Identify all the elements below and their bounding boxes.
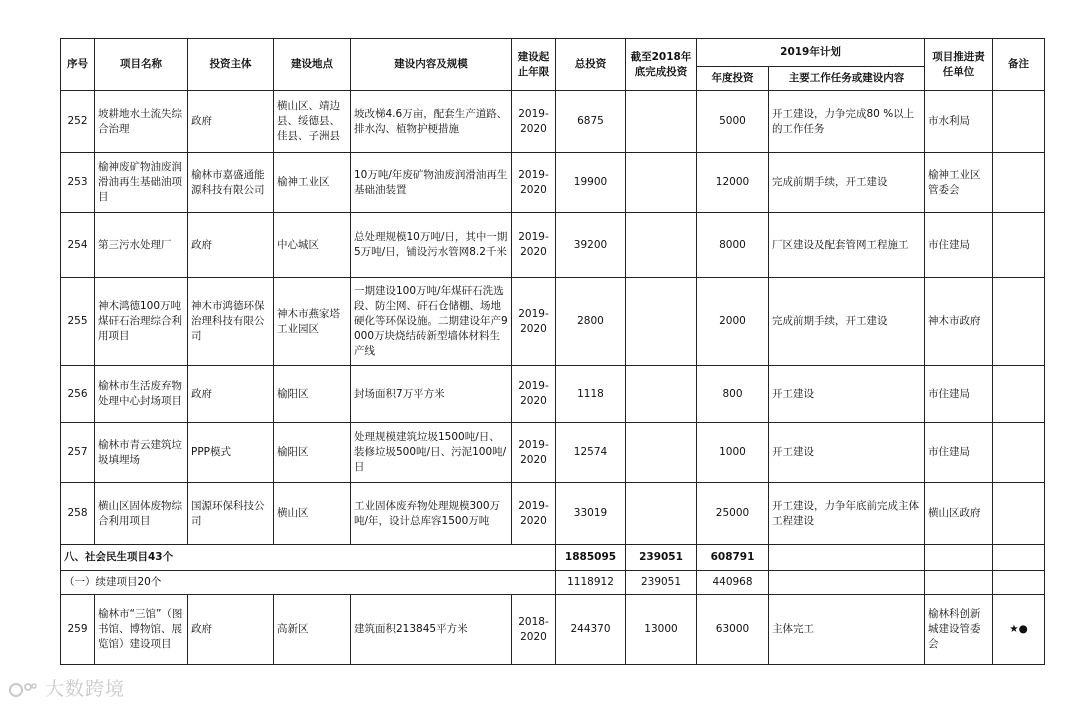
subsection-unit xyxy=(925,571,993,595)
cell-seq: 256 xyxy=(61,366,95,423)
cell-location: 横山区、靖边县、绥德县、佳县、子洲县 xyxy=(274,91,351,153)
header-location: 建设地点 xyxy=(274,39,351,91)
cell-annual: 800 xyxy=(697,366,769,423)
cell-period: 2019-2020 xyxy=(512,366,556,423)
subsection-completed: 239051 xyxy=(626,571,697,595)
header-seq: 序号 xyxy=(61,39,95,91)
cell-tasks: 完成前期手续，开工建设 xyxy=(769,153,925,213)
cell-location: 神木市燕家塔工业园区 xyxy=(274,278,351,366)
cell-note xyxy=(993,483,1045,545)
cell-unit: 榆林科创新城建设管委会 xyxy=(925,595,993,665)
cell-unit: 榆神工业区管委会 xyxy=(925,153,993,213)
cell-content: 一期建设100万吨/年煤矸石洗选段、防尘网、矸石仓储棚、场地硬化等环保设施。二期建设年产9000万块烧结砖新型墙体材料生产线 xyxy=(351,278,512,366)
cell-unit: 横山区政府 xyxy=(925,483,993,545)
watermark-text: 大数跨境 xyxy=(45,678,126,700)
cell-total: 19900 xyxy=(556,153,626,213)
cell-investor: 政府 xyxy=(188,213,274,278)
cell-name: 横山区固体废物综合利用项目 xyxy=(95,483,188,545)
cell-period: 2019-2020 xyxy=(512,483,556,545)
cell-content: 10万吨/年废矿物油废润滑油再生基础油装置 xyxy=(351,153,512,213)
table-row xyxy=(61,278,1045,366)
cell-completed xyxy=(626,366,697,423)
table-row xyxy=(61,483,1045,545)
cell-annual: 25000 xyxy=(697,483,769,545)
cell-investor: 政府 xyxy=(188,595,274,665)
cell-location: 横山区 xyxy=(274,483,351,545)
cell-note: ★● xyxy=(993,595,1045,665)
cell-investor: 神木市鸿德环保治理科技有限公司 xyxy=(188,278,274,366)
cell-tasks: 主体完工 xyxy=(769,595,925,665)
cell-investor: PPP模式 xyxy=(188,423,274,483)
cell-period: 2018-2020 xyxy=(512,595,556,665)
subsection-tasks xyxy=(769,571,925,595)
cell-tasks: 开工建设 xyxy=(769,423,925,483)
header-total: 总投资 xyxy=(556,39,626,91)
cell-seq: 259 xyxy=(61,595,95,665)
cell-completed xyxy=(626,213,697,278)
cell-investor: 政府 xyxy=(188,91,274,153)
cell-period: 2019-2020 xyxy=(512,278,556,366)
cell-note xyxy=(993,153,1045,213)
section-total: 1885095 xyxy=(556,545,626,571)
cell-seq: 252 xyxy=(61,91,95,153)
cell-completed xyxy=(626,153,697,213)
cell-name: 榆神废矿物油废润滑油再生基础油项目 xyxy=(95,153,188,213)
section-title: 八、社会民生项目43个 xyxy=(61,545,556,571)
cell-total: 33019 xyxy=(556,483,626,545)
table-row xyxy=(61,213,1045,278)
project-table xyxy=(60,38,1045,665)
cell-tasks: 开工建设 xyxy=(769,366,925,423)
cell-investor: 榆林市嘉盛通能源科技有限公司 xyxy=(188,153,274,213)
cell-unit: 市住建局 xyxy=(925,423,993,483)
subsection-total: 1118912 xyxy=(556,571,626,595)
subsection-title: （一）续建项目20个 xyxy=(61,571,556,595)
header-row-1 xyxy=(61,39,1045,67)
subsection-note xyxy=(993,571,1045,595)
cell-period: 2019-2020 xyxy=(512,153,556,213)
cell-total: 12574 xyxy=(556,423,626,483)
cell-period: 2019-2020 xyxy=(512,423,556,483)
header-plan-group: 2019年计划 xyxy=(697,39,925,67)
cell-location: 榆阳区 xyxy=(274,423,351,483)
cell-location: 榆神工业区 xyxy=(274,153,351,213)
cell-note xyxy=(993,423,1045,483)
header-annual: 年度投资 xyxy=(697,67,769,91)
cell-total: 2800 xyxy=(556,278,626,366)
cell-seq: 257 xyxy=(61,423,95,483)
header-unit: 项目推进责任单位 xyxy=(925,39,993,91)
cell-unit: 市水利局 xyxy=(925,91,993,153)
header-period: 建设起止年限 xyxy=(512,39,556,91)
header-investor: 投资主体 xyxy=(188,39,274,91)
cell-total: 6875 xyxy=(556,91,626,153)
cell-annual: 12000 xyxy=(697,153,769,213)
cell-seq: 253 xyxy=(61,153,95,213)
cell-investor: 政府 xyxy=(188,366,274,423)
cell-note xyxy=(993,213,1045,278)
cell-name: 榆林市生活废弃物处理中心封场项目 xyxy=(95,366,188,423)
cell-location: 榆阳区 xyxy=(274,366,351,423)
cell-annual: 1000 xyxy=(697,423,769,483)
section-unit xyxy=(925,545,993,571)
table-row xyxy=(61,91,1045,153)
section-note xyxy=(993,545,1045,571)
header-note: 备注 xyxy=(993,39,1045,91)
cell-name: 坡耕地水土流失综合治理 xyxy=(95,91,188,153)
cell-note xyxy=(993,278,1045,366)
table-row xyxy=(61,153,1045,213)
section-tasks xyxy=(769,545,925,571)
cell-completed xyxy=(626,91,697,153)
cell-investor: 国源环保科技公司 xyxy=(188,483,274,545)
cell-completed: 13000 xyxy=(626,595,697,665)
header-tasks: 主要工作任务或建设内容 xyxy=(769,67,925,91)
cell-completed xyxy=(626,483,697,545)
cell-total: 39200 xyxy=(556,213,626,278)
cell-unit: 市住建局 xyxy=(925,366,993,423)
cell-seq: 254 xyxy=(61,213,95,278)
cell-tasks: 厂区建设及配套管网工程施工 xyxy=(769,213,925,278)
cell-name: 神木鸿德100万吨煤矸石治理综合利用项目 xyxy=(95,278,188,366)
cell-total: 244370 xyxy=(556,595,626,665)
cell-annual: 2000 xyxy=(697,278,769,366)
section-completed: 239051 xyxy=(626,545,697,571)
cell-annual: 63000 xyxy=(697,595,769,665)
cell-tasks: 开工建设，力争完成80 %以上的工作任务 xyxy=(769,91,925,153)
cell-annual: 5000 xyxy=(697,91,769,153)
section-row xyxy=(61,545,1045,571)
cell-unit: 神木市政府 xyxy=(925,278,993,366)
cell-name: 榆林市青云建筑垃圾填埋场 xyxy=(95,423,188,483)
cell-note xyxy=(993,91,1045,153)
subsection-row xyxy=(61,571,1045,595)
table-row xyxy=(61,595,1045,665)
cell-name: 第三污水处理厂 xyxy=(95,213,188,278)
cell-period: 2019-2020 xyxy=(512,213,556,278)
table-row xyxy=(61,423,1045,483)
cell-seq: 255 xyxy=(61,278,95,366)
subsection-annual: 440968 xyxy=(697,571,769,595)
cell-annual: 8000 xyxy=(697,213,769,278)
header-content: 建设内容及规模 xyxy=(351,39,512,91)
cell-location: 中心城区 xyxy=(274,213,351,278)
cell-completed xyxy=(626,278,697,366)
cell-content: 建筑面积213845平方米 xyxy=(351,595,512,665)
cell-note xyxy=(993,366,1045,423)
cell-unit: 市住建局 xyxy=(925,213,993,278)
cell-tasks: 完成前期手续，开工建设 xyxy=(769,278,925,366)
cell-seq: 258 xyxy=(61,483,95,545)
header-name: 项目名称 xyxy=(95,39,188,91)
cell-tasks: 开工建设，力争年底前完成主体工程建设 xyxy=(769,483,925,545)
cell-location: 高新区 xyxy=(274,595,351,665)
cell-content: 处理规模建筑垃圾1500吨/日、装修垃圾500吨/日、污泥100吨/日 xyxy=(351,423,512,483)
table-row xyxy=(61,366,1045,423)
section-annual: 608791 xyxy=(697,545,769,571)
cell-content: 工业固体废弃物处理规模300万吨/年，设计总库容1500万吨 xyxy=(351,483,512,545)
header-completed: 截至2018年底完成投资 xyxy=(626,39,697,91)
cell-content: 封场面积7万平方米 xyxy=(351,366,512,423)
cell-completed xyxy=(626,423,697,483)
cell-content: 坡改梯4.6万亩，配套生产道路、排水沟、植物护梗措施 xyxy=(351,91,512,153)
watermark-logo-icon xyxy=(8,680,38,700)
cell-name: 榆林市“三馆”（图书馆、博物馆、展览馆）建设项目 xyxy=(95,595,188,665)
cell-total: 1118 xyxy=(556,366,626,423)
watermark xyxy=(8,674,125,701)
cell-period: 2019-2020 xyxy=(512,91,556,153)
cell-content: 总处理规模10万吨/日，其中一期5万吨/日，铺设污水管网8.2千米 xyxy=(351,213,512,278)
